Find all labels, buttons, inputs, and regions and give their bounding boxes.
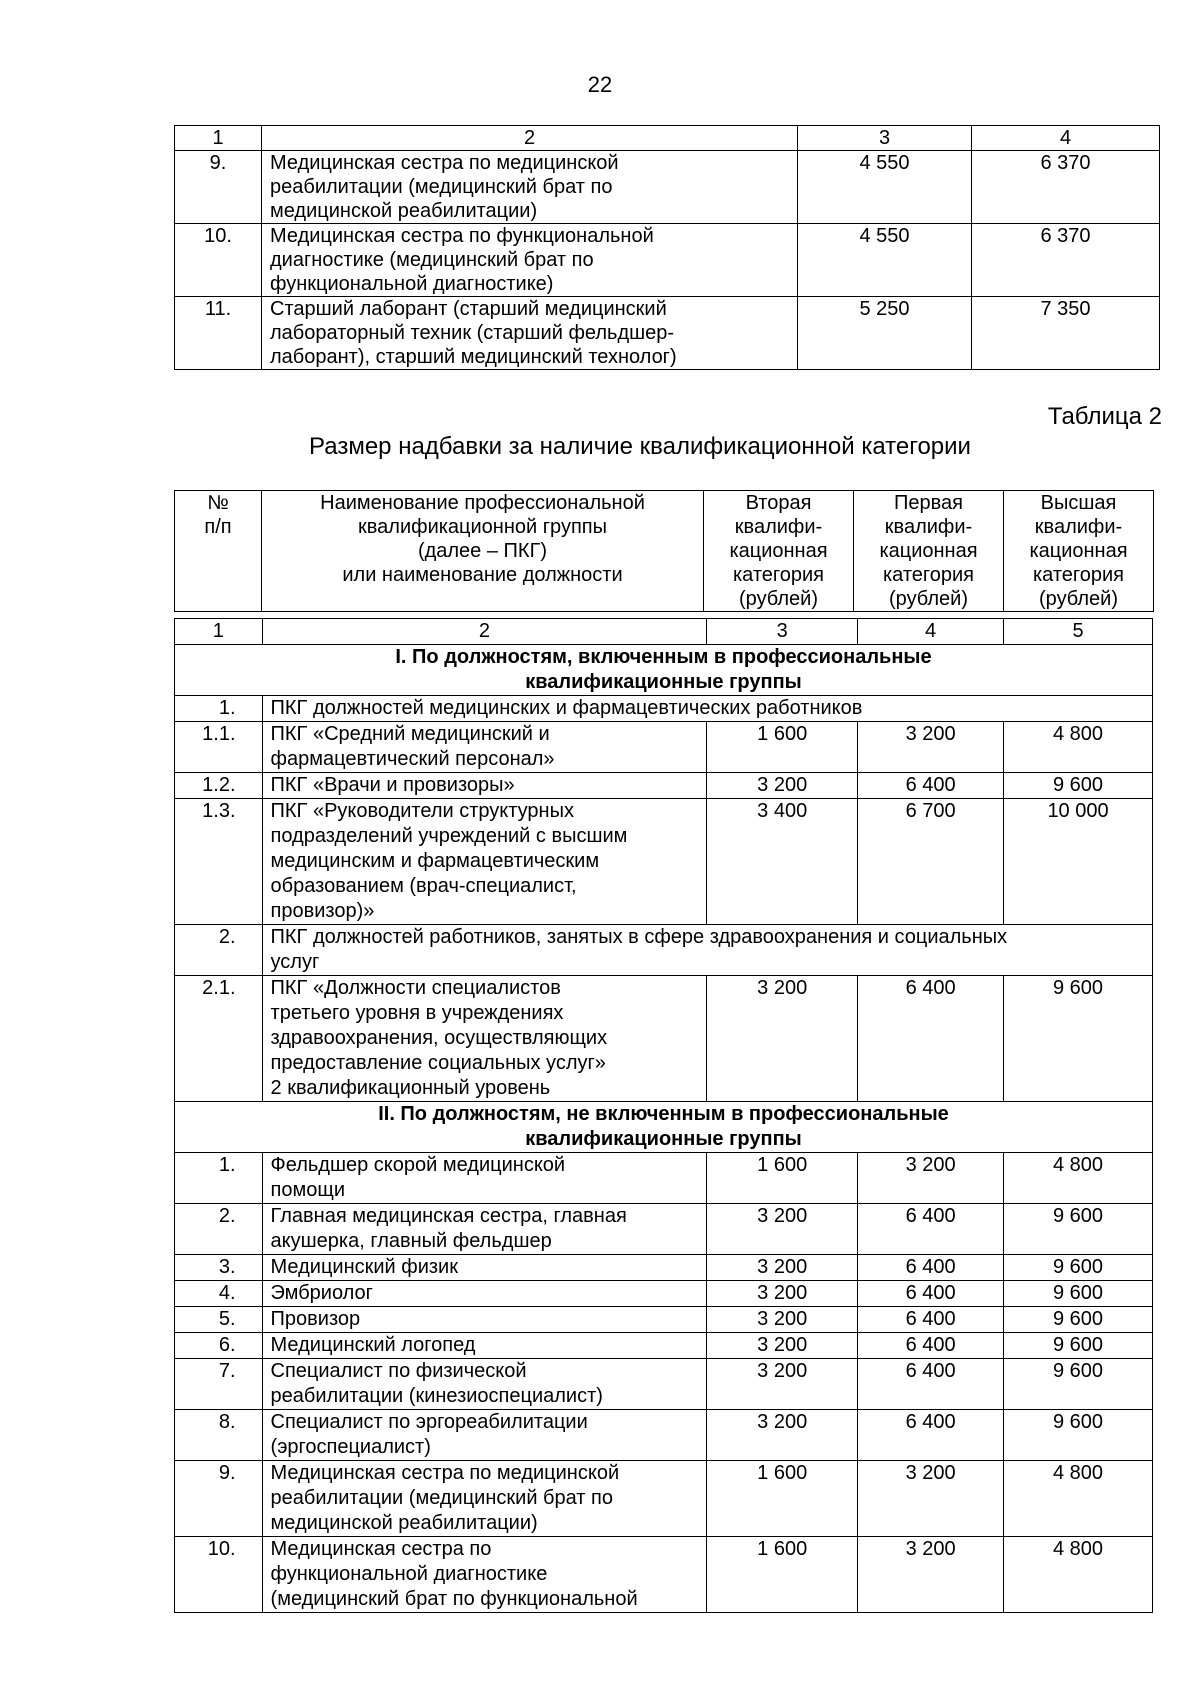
group-name — [262, 925, 1152, 976]
header-highest-category-line: Высшая — [1040, 492, 1117, 514]
value-second-category: 1 600 — [707, 1537, 858, 1613]
position-name — [262, 976, 707, 1102]
header-highest-category — [1004, 491, 1154, 612]
value-highest-category: 9 600 — [1004, 1359, 1153, 1410]
header-name — [262, 491, 704, 612]
position-name-line: (медицинский брат по функциональной — [270, 1588, 638, 1610]
page-number: 22 — [587, 72, 613, 97]
value-second-category: 3 200 — [707, 976, 858, 1102]
position-name-line: реабилитации (медицинский брат по — [270, 1487, 613, 1509]
header-second-category-line: кационная — [729, 540, 828, 562]
position-name-line: Медицинская сестра по — [270, 1538, 492, 1560]
column-number: 2 — [262, 619, 707, 645]
row-number: 10. — [175, 224, 262, 297]
position-name — [262, 1307, 707, 1333]
row-number: 1.2. — [175, 773, 263, 799]
value-second-category: 3 200 — [707, 1255, 858, 1281]
table-row — [175, 1359, 1153, 1410]
table-header-row — [175, 126, 1160, 151]
header-first-category-line: квалифи- — [884, 516, 973, 538]
position-name — [262, 1281, 707, 1307]
value-second-category: 3 200 — [707, 1333, 858, 1359]
row-number: 3. — [175, 1255, 263, 1281]
value-first-category: 3 200 — [858, 1461, 1004, 1537]
table-row — [175, 1255, 1153, 1281]
value-second-category: 1 600 — [707, 1461, 858, 1537]
table-row — [175, 1281, 1153, 1307]
table2-header — [174, 490, 1154, 612]
position-name-line: 2 квалификационный уровень — [270, 1077, 551, 1099]
section-row — [175, 1102, 1153, 1153]
column-number: 1 — [175, 126, 262, 151]
position-name-line: Фельдшер скорой медицинской — [270, 1154, 566, 1176]
table-row — [175, 297, 1160, 370]
header-name-line: или наименование должности — [342, 564, 623, 586]
position-name-line: (эргоспециалист) — [270, 1436, 431, 1458]
value-col4: 6 370 — [972, 151, 1160, 224]
row-number: 1.3. — [175, 799, 263, 925]
header-highest-category-line: (рублей) — [1039, 588, 1118, 610]
value-first-category: 6 400 — [858, 1204, 1004, 1255]
value-highest-category: 4 800 — [1004, 1537, 1153, 1613]
continuation-table — [174, 125, 1160, 370]
value-second-category: 3 200 — [707, 1307, 858, 1333]
value-col3: 5 250 — [798, 297, 972, 370]
table-row — [175, 1537, 1153, 1613]
header-name-line: квалификационной группы — [358, 516, 607, 538]
column-number: 1 — [175, 619, 263, 645]
position-name-line: третьего уровня в учреждениях — [270, 1002, 564, 1024]
row-number: 6. — [175, 1333, 263, 1359]
header-first-category-line: кационная — [879, 540, 978, 562]
column-number: 2 — [262, 126, 798, 151]
row-number: 1.1. — [175, 722, 263, 773]
row-number: 7. — [175, 1359, 263, 1410]
section-heading-line: I. По должностям, включенным в профессиональные — [395, 646, 932, 668]
value-first-category: 6 400 — [858, 1359, 1004, 1410]
qualification-bonus-table — [174, 618, 1153, 1613]
value-col3: 4 550 — [798, 151, 972, 224]
position-name — [262, 1461, 707, 1537]
position-name-line: Старший лаборант (старший медицинский — [270, 298, 667, 320]
value-first-category: 3 200 — [858, 1153, 1004, 1204]
header-num-line: № — [207, 492, 229, 514]
value-second-category: 1 600 — [707, 722, 858, 773]
position-name-line: диагностике (медицинский брат по — [270, 249, 594, 271]
header-num-line: п/п — [204, 516, 232, 538]
position-name-line: Эмбриолог — [270, 1282, 373, 1304]
position-name — [262, 297, 798, 370]
row-number: 4. — [175, 1281, 263, 1307]
value-highest-category: 9 600 — [1004, 1281, 1153, 1307]
value-first-category: 3 200 — [858, 722, 1004, 773]
header-first-category-line: (рублей) — [889, 588, 968, 610]
group-name: ПКГ должностей медицинских и фармацевтических работников — [262, 696, 1152, 722]
value-highest-category: 4 800 — [1004, 1153, 1153, 1204]
header-second-category-line: (рублей) — [739, 588, 818, 610]
value-second-category: 3 200 — [707, 1204, 858, 1255]
value-highest-category: 9 600 — [1004, 1307, 1153, 1333]
value-second-category: 3 200 — [707, 1410, 858, 1461]
table-row — [175, 1333, 1153, 1359]
value-highest-category: 9 600 — [1004, 773, 1153, 799]
value-first-category: 6 400 — [858, 1333, 1004, 1359]
column-number: 4 — [972, 126, 1160, 151]
position-name-line: Медицинский физик — [270, 1256, 458, 1278]
position-name-line: Медицинская сестра по медицинской — [270, 1462, 620, 1484]
value-highest-category: 9 600 — [1004, 1255, 1153, 1281]
position-name — [262, 1204, 707, 1255]
row-number: 9. — [175, 151, 262, 224]
position-name-line: Главная медицинская сестра, главная — [270, 1205, 627, 1227]
column-number: 4 — [858, 619, 1004, 645]
position-name-line: функциональной диагностике) — [270, 273, 554, 295]
row-number: 1. — [175, 1153, 263, 1204]
position-name — [262, 1153, 707, 1204]
position-name — [262, 1333, 707, 1359]
value-first-category: 6 400 — [858, 1281, 1004, 1307]
table-row — [175, 976, 1153, 1102]
position-name-line: фармацевтический персонал» — [270, 748, 555, 770]
position-name-line: Медицинская сестра по функциональной — [270, 225, 654, 247]
header-first-category-line: категория — [882, 564, 975, 586]
table-row — [175, 1204, 1153, 1255]
header-first-category — [854, 491, 1004, 612]
header-second-category-line: Вторая — [745, 492, 812, 514]
group-name-line: ПКГ должностей работников, занятых в сфере здравоохранения и социальных — [270, 926, 1008, 948]
value-first-category: 6 400 — [858, 1307, 1004, 1333]
position-name-line: провизор)» — [270, 900, 375, 922]
section-row — [175, 645, 1153, 696]
position-name-line: лаборант), старший медицинский технолог) — [270, 346, 677, 368]
section-heading-line: квалификационные группы — [525, 1128, 802, 1150]
value-first-category: 6 400 — [858, 1255, 1004, 1281]
header-second-category-line: категория — [732, 564, 825, 586]
position-name-line: реабилитации (кинезиоспециалист) — [270, 1385, 603, 1407]
row-number: 9. — [175, 1461, 263, 1537]
section-heading-line: II. По должностям, не включенным в профессиональные — [378, 1103, 949, 1125]
position-name-line: реабилитации (медицинский брат по — [270, 176, 613, 198]
value-highest-category: 4 800 — [1004, 722, 1153, 773]
position-name-line: Специалист по эргореабилитации — [270, 1411, 588, 1433]
group-row — [175, 925, 1153, 976]
value-second-category: 3 200 — [707, 773, 858, 799]
position-name-line: медицинской реабилитации) — [270, 200, 538, 222]
value-col4: 7 350 — [972, 297, 1160, 370]
position-name-line: медицинским и фармацевтическим — [270, 850, 600, 872]
table-label: Таблица 2 — [1047, 403, 1162, 430]
position-name-line: Специалист по физической — [270, 1360, 527, 1382]
table2-header-row — [175, 491, 1154, 612]
row-number: 5. — [175, 1307, 263, 1333]
table-row — [175, 151, 1160, 224]
value-second-category: 3 400 — [707, 799, 858, 925]
header-second-category-line: квалифи- — [734, 516, 823, 538]
table-row — [175, 773, 1153, 799]
value-highest-category: 9 600 — [1004, 1204, 1153, 1255]
value-highest-category: 10 000 — [1004, 799, 1153, 925]
position-name — [262, 1255, 707, 1281]
group-row — [175, 696, 1153, 722]
position-name — [262, 1410, 707, 1461]
position-name — [262, 773, 707, 799]
row-number: 10. — [175, 1537, 263, 1613]
table-row — [175, 1153, 1153, 1204]
position-name-line: подразделений учреждений с высшим — [270, 825, 628, 847]
section-heading — [175, 645, 1153, 696]
row-number: 2. — [175, 925, 263, 976]
column-numbers-row — [175, 619, 1153, 645]
row-number: 2. — [175, 1204, 263, 1255]
position-name — [262, 799, 707, 925]
header-highest-category-line: категория — [1032, 564, 1125, 586]
value-second-category: 3 200 — [707, 1359, 858, 1410]
row-number: 11. — [175, 297, 262, 370]
value-col4: 6 370 — [972, 224, 1160, 297]
row-number: 1. — [175, 696, 263, 722]
table-row — [175, 224, 1160, 297]
position-name-line: ПКГ «Руководители структурных — [270, 800, 574, 822]
value-col3: 4 550 — [798, 224, 972, 297]
position-name — [262, 224, 798, 297]
position-name-line: помощи — [270, 1179, 345, 1201]
header-name-line: Наименование профессиональной — [320, 492, 645, 514]
header-first-category-line: Первая — [894, 492, 963, 514]
header-highest-category-line: квалифи- — [1034, 516, 1123, 538]
column-number: 3 — [798, 126, 972, 151]
row-number: 2.1. — [175, 976, 263, 1102]
header-num — [175, 491, 262, 612]
header-name-line: (далее – ПКГ) — [417, 540, 548, 562]
value-first-category: 6 400 — [858, 773, 1004, 799]
column-number: 5 — [1004, 619, 1153, 645]
position-name-line: Медицинский логопед — [270, 1334, 476, 1356]
value-first-category: 6 400 — [858, 1410, 1004, 1461]
value-first-category: 6 700 — [858, 799, 1004, 925]
value-highest-category: 9 600 — [1004, 1333, 1153, 1359]
table-row — [175, 722, 1153, 773]
position-name-line: ПКГ «Врачи и провизоры» — [270, 774, 515, 796]
value-highest-category: 9 600 — [1004, 1410, 1153, 1461]
table-title: Размер надбавки за наличие квалификационной категории — [309, 433, 971, 460]
header-highest-category-line: кационная — [1029, 540, 1128, 562]
column-number: 3 — [707, 619, 858, 645]
position-name-line: Провизор — [270, 1308, 361, 1330]
table-row — [175, 1461, 1153, 1537]
table-row — [175, 1410, 1153, 1461]
value-second-category: 1 600 — [707, 1153, 858, 1204]
value-highest-category: 4 800 — [1004, 1461, 1153, 1537]
position-name-line: функциональной диагностике — [270, 1563, 548, 1585]
row-number: 8. — [175, 1410, 263, 1461]
position-name-line: лабораторный техник (старший фельдшер- — [270, 322, 675, 344]
position-name-line: здравоохранения, осуществляющих — [270, 1027, 608, 1049]
position-name — [262, 722, 707, 773]
position-name-line: акушерка, главный фельдшер — [270, 1230, 552, 1252]
position-name-line: Медицинская сестра по медицинской — [270, 152, 619, 174]
value-first-category: 6 400 — [858, 976, 1004, 1102]
table-row — [175, 1307, 1153, 1333]
value-first-category: 3 200 — [858, 1537, 1004, 1613]
value-highest-category: 9 600 — [1004, 976, 1153, 1102]
group-name-line: услуг — [270, 951, 320, 973]
position-name — [262, 1537, 707, 1613]
section-heading-line: квалификационные группы — [525, 671, 802, 693]
header-second-category — [704, 491, 854, 612]
position-name-line: медицинской реабилитации) — [270, 1512, 538, 1534]
position-name-line: ПКГ «Должности специалистов — [270, 977, 561, 999]
table-row — [175, 799, 1153, 925]
position-name — [262, 1359, 707, 1410]
section-heading — [175, 1102, 1153, 1153]
position-name-line: предоставление социальных услуг» — [270, 1052, 606, 1074]
position-name — [262, 151, 798, 224]
position-name-line: ПКГ «Средний медицинский и — [270, 723, 550, 745]
position-name-line: образованием (врач-специалист, — [270, 875, 577, 897]
value-second-category: 3 200 — [707, 1281, 858, 1307]
